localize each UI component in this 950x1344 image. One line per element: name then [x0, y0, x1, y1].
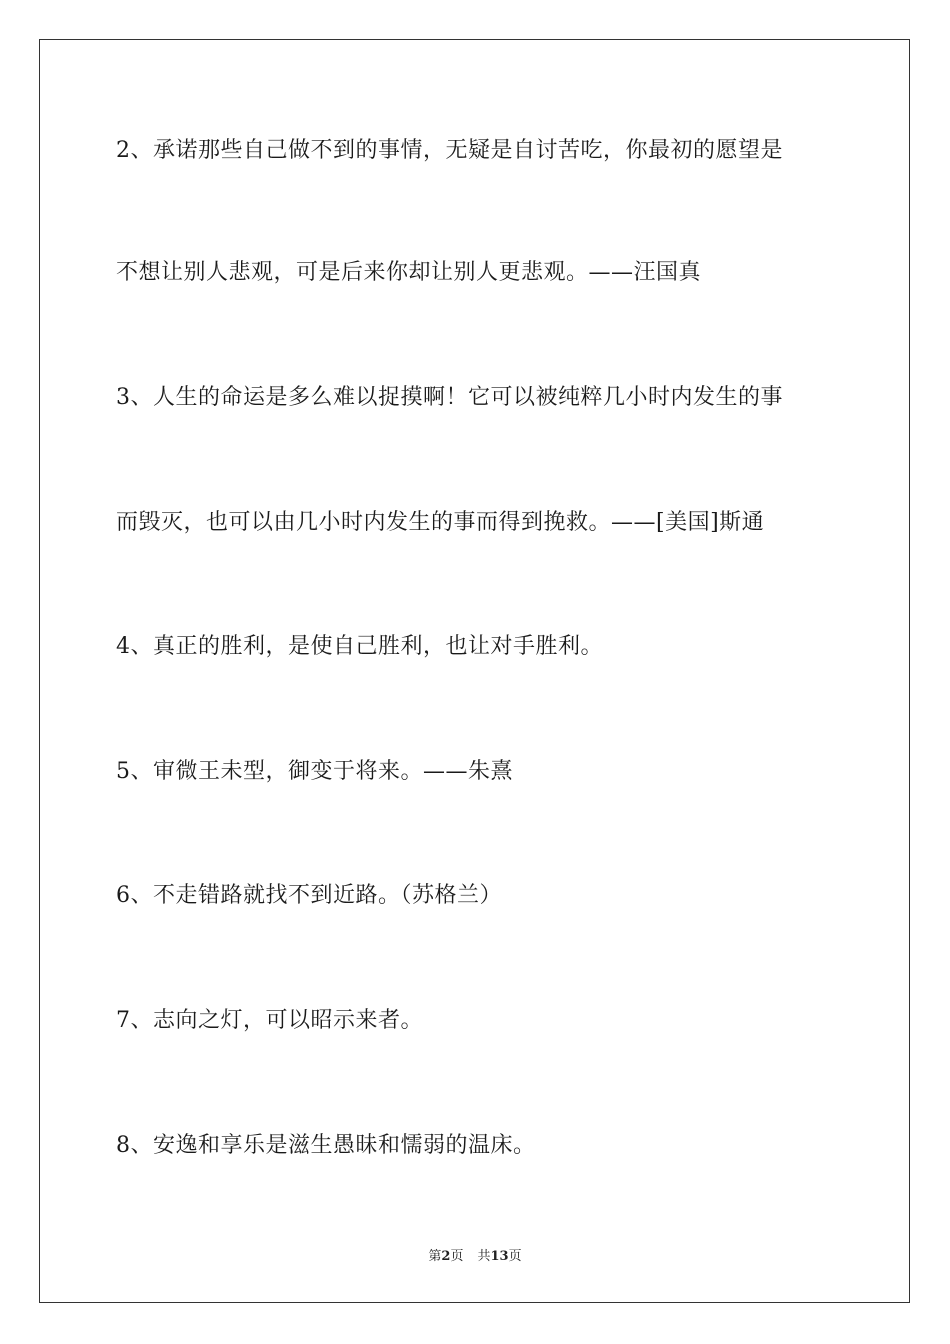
quote-line: 2、承诺那些自己做不到的事情，无疑是自讨苦吃，你最初的愿望是: [116, 138, 783, 163]
quote-line: 而毁灭，也可以由几小时内发生的事而得到挽救。——[美国]斯通: [116, 510, 765, 535]
quote-line: 6、不走错路就找不到近路。（苏格兰）: [116, 883, 502, 908]
total-label-suffix: 页: [508, 1249, 522, 1264]
quote-line: 5、审微王未型，御变于将来。——朱熹: [116, 759, 513, 784]
quote-line: 4、真正的胜利，是使自己胜利，也让对手胜利。: [116, 634, 603, 659]
quote-line: 3、人生的命运是多么难以捉摸啊！它可以被纯粹几小时内发生的事: [116, 385, 783, 410]
total-label-prefix: 共: [477, 1249, 491, 1264]
page-footer: [0, 1248, 950, 1266]
page-label-prefix: 第: [428, 1249, 442, 1264]
quote-line: 8、安逸和享乐是滋生愚昧和懦弱的温床。: [116, 1133, 536, 1158]
quote-line: 7、志向之灯，可以昭示来者。: [116, 1008, 423, 1033]
page-label-suffix: 页: [450, 1249, 464, 1264]
page-border: [39, 39, 910, 1303]
total-pages-number: 13: [490, 1249, 509, 1264]
current-page-number: 2: [441, 1249, 451, 1264]
quote-line: 不想让别人悲观，可是后来你却让别人更悲观。——汪国真: [116, 260, 702, 285]
